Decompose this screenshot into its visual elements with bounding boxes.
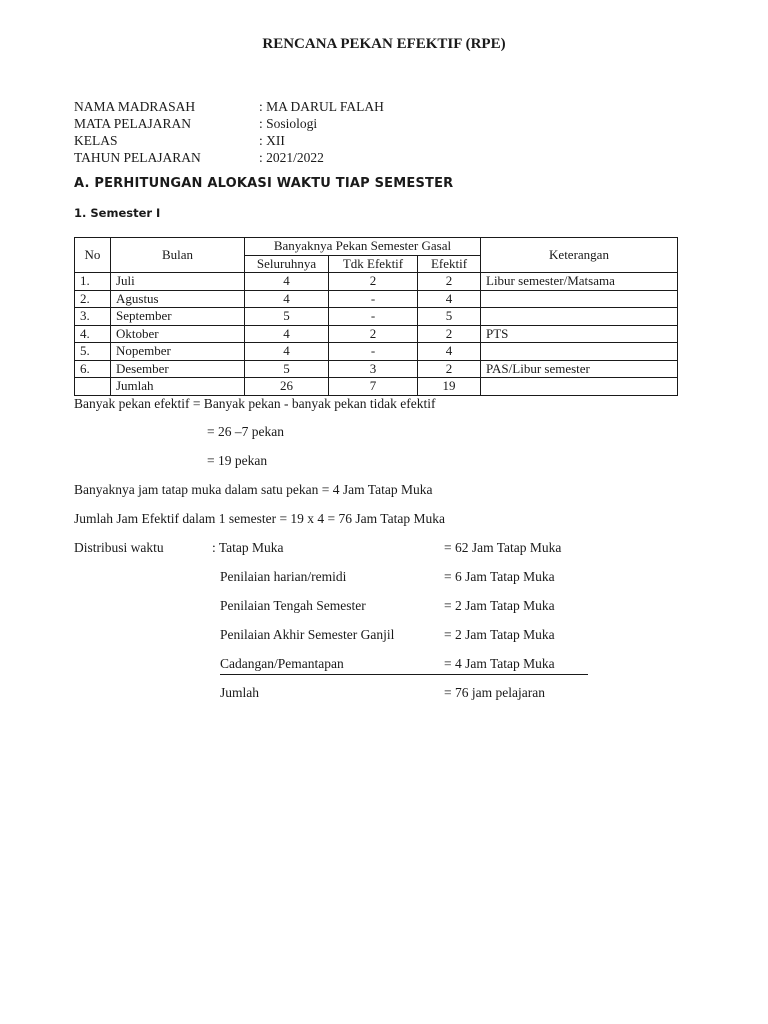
cell-no: 1. — [75, 273, 111, 291]
calc-line-jam-efektif: Jumlah Jam Efektif dalam 1 semester = 19 x 4 = 76 Jam Tatap Muka — [74, 511, 445, 526]
cell-no: 4. — [75, 325, 111, 343]
cell-efektif: 2 — [418, 360, 481, 378]
distribusi-item-value: = 6 Jam Tatap Muka — [444, 569, 555, 584]
cell-bulan: Juli — [111, 273, 245, 291]
header-keterangan: Keterangan — [481, 238, 678, 273]
cell-no: 6. — [75, 360, 111, 378]
cell-efektif: 4 — [418, 343, 481, 361]
subsection-heading-semester-1: 1. Semester I — [74, 206, 161, 220]
table-row — [75, 308, 678, 326]
cell-no: 2. — [75, 290, 111, 308]
info-value: : 2021/2022 — [259, 150, 324, 165]
cell-tdk-efektif: 3 — [329, 360, 418, 378]
info-value: : XII — [259, 133, 285, 148]
table-row — [75, 290, 678, 308]
distribusi-total-name: Jumlah — [220, 685, 259, 700]
rpe-table — [74, 237, 678, 396]
distribusi-label: Distribusi waktu — [74, 540, 164, 555]
info-label: NAMA MADRASAH — [74, 99, 196, 114]
cell-seluruhnya: 5 — [245, 308, 329, 326]
calc-line-jam-per-pekan: Banyaknya jam tatap muka dalam satu pekan = 4 Jam Tatap Muka — [74, 482, 433, 497]
cell-seluruhnya: 4 — [245, 325, 329, 343]
table-row — [75, 273, 678, 291]
distribusi-item-value: = 2 Jam Tatap Muka — [444, 627, 555, 642]
cell-no: 5. — [75, 343, 111, 361]
cell-seluruhnya: 4 — [245, 273, 329, 291]
cell-efektif: 4 — [418, 290, 481, 308]
cell-bulan: Agustus — [111, 290, 245, 308]
sum-divider — [220, 674, 588, 675]
cell-bulan: Nopember — [111, 343, 245, 361]
cell-efektif: 5 — [418, 308, 481, 326]
cell-no — [75, 378, 111, 396]
calc-line-formula: Banyak pekan efektif = Banyak pekan - banyak pekan tidak efektif — [74, 396, 436, 411]
cell-bulan: Jumlah — [111, 378, 245, 396]
calc-line-substitution: = 26 –7 pekan — [207, 424, 284, 439]
cell-tdk-efektif: - — [329, 343, 418, 361]
cell-tdk-efektif: 7 — [329, 378, 418, 396]
info-value: : MA DARUL FALAH — [259, 99, 384, 114]
info-label: TAHUN PELAJARAN — [74, 150, 201, 165]
cell-keterangan — [481, 343, 678, 361]
header-efektif: Efektif — [418, 255, 481, 273]
cell-keterangan: PTS — [481, 325, 678, 343]
cell-bulan: Desember — [111, 360, 245, 378]
cell-bulan: Oktober — [111, 325, 245, 343]
cell-seluruhnya: 4 — [245, 343, 329, 361]
info-label: MATA PELAJARAN — [74, 116, 192, 131]
table-header-row — [75, 238, 678, 256]
distribusi-item-value: = 2 Jam Tatap Muka — [444, 598, 555, 613]
cell-efektif: 19 — [418, 378, 481, 396]
cell-tdk-efektif: - — [329, 308, 418, 326]
cell-efektif: 2 — [418, 325, 481, 343]
distribusi-item-name: Penilaian harian/remidi — [220, 569, 347, 584]
header-tdk-efektif: Tdk Efektif — [329, 255, 418, 273]
cell-keterangan — [481, 378, 678, 396]
cell-seluruhnya: 4 — [245, 290, 329, 308]
cell-tdk-efektif: 2 — [329, 273, 418, 291]
header-seluruhnya: Seluruhnya — [245, 255, 329, 273]
section-heading-a: A. PERHITUNGAN ALOKASI WAKTU TIAP SEMESTER — [74, 176, 454, 191]
cell-keterangan: Libur semester/Matsama — [481, 273, 678, 291]
distribusi-item-value: = 4 Jam Tatap Muka — [444, 656, 555, 671]
header-group: Banyaknya Pekan Semester Gasal — [245, 238, 481, 256]
table-row — [75, 360, 678, 378]
distribusi-item-value: = 62 Jam Tatap Muka — [444, 540, 562, 555]
distribusi-item-name: : Tatap Muka — [212, 540, 284, 555]
cell-seluruhnya: 5 — [245, 360, 329, 378]
header-bulan: Bulan — [111, 238, 245, 273]
table-row — [75, 343, 678, 361]
info-label: KELAS — [74, 133, 118, 148]
distribusi-item-name: Cadangan/Pemantapan — [220, 656, 344, 671]
distribusi-item-name: Penilaian Akhir Semester Ganjil — [220, 627, 395, 642]
cell-keterangan: PAS/Libur semester — [481, 360, 678, 378]
cell-keterangan — [481, 308, 678, 326]
cell-bulan: September — [111, 308, 245, 326]
table-row — [75, 325, 678, 343]
calc-line-result: = 19 pekan — [207, 453, 268, 468]
distribusi-total-value: = 76 jam pelajaran — [444, 685, 545, 700]
cell-tdk-efektif: 2 — [329, 325, 418, 343]
cell-keterangan — [481, 290, 678, 308]
distribusi-item-name: Penilaian Tengah Semester — [220, 598, 366, 613]
cell-seluruhnya: 26 — [245, 378, 329, 396]
cell-tdk-efektif: - — [329, 290, 418, 308]
info-value: : Sosiologi — [259, 116, 318, 131]
page-title: RENCANA PEKAN EFEKTIF (RPE) — [262, 36, 506, 52]
cell-efektif: 2 — [418, 273, 481, 291]
table-row-total — [75, 378, 678, 396]
header-no: No — [75, 238, 111, 273]
cell-no: 3. — [75, 308, 111, 326]
